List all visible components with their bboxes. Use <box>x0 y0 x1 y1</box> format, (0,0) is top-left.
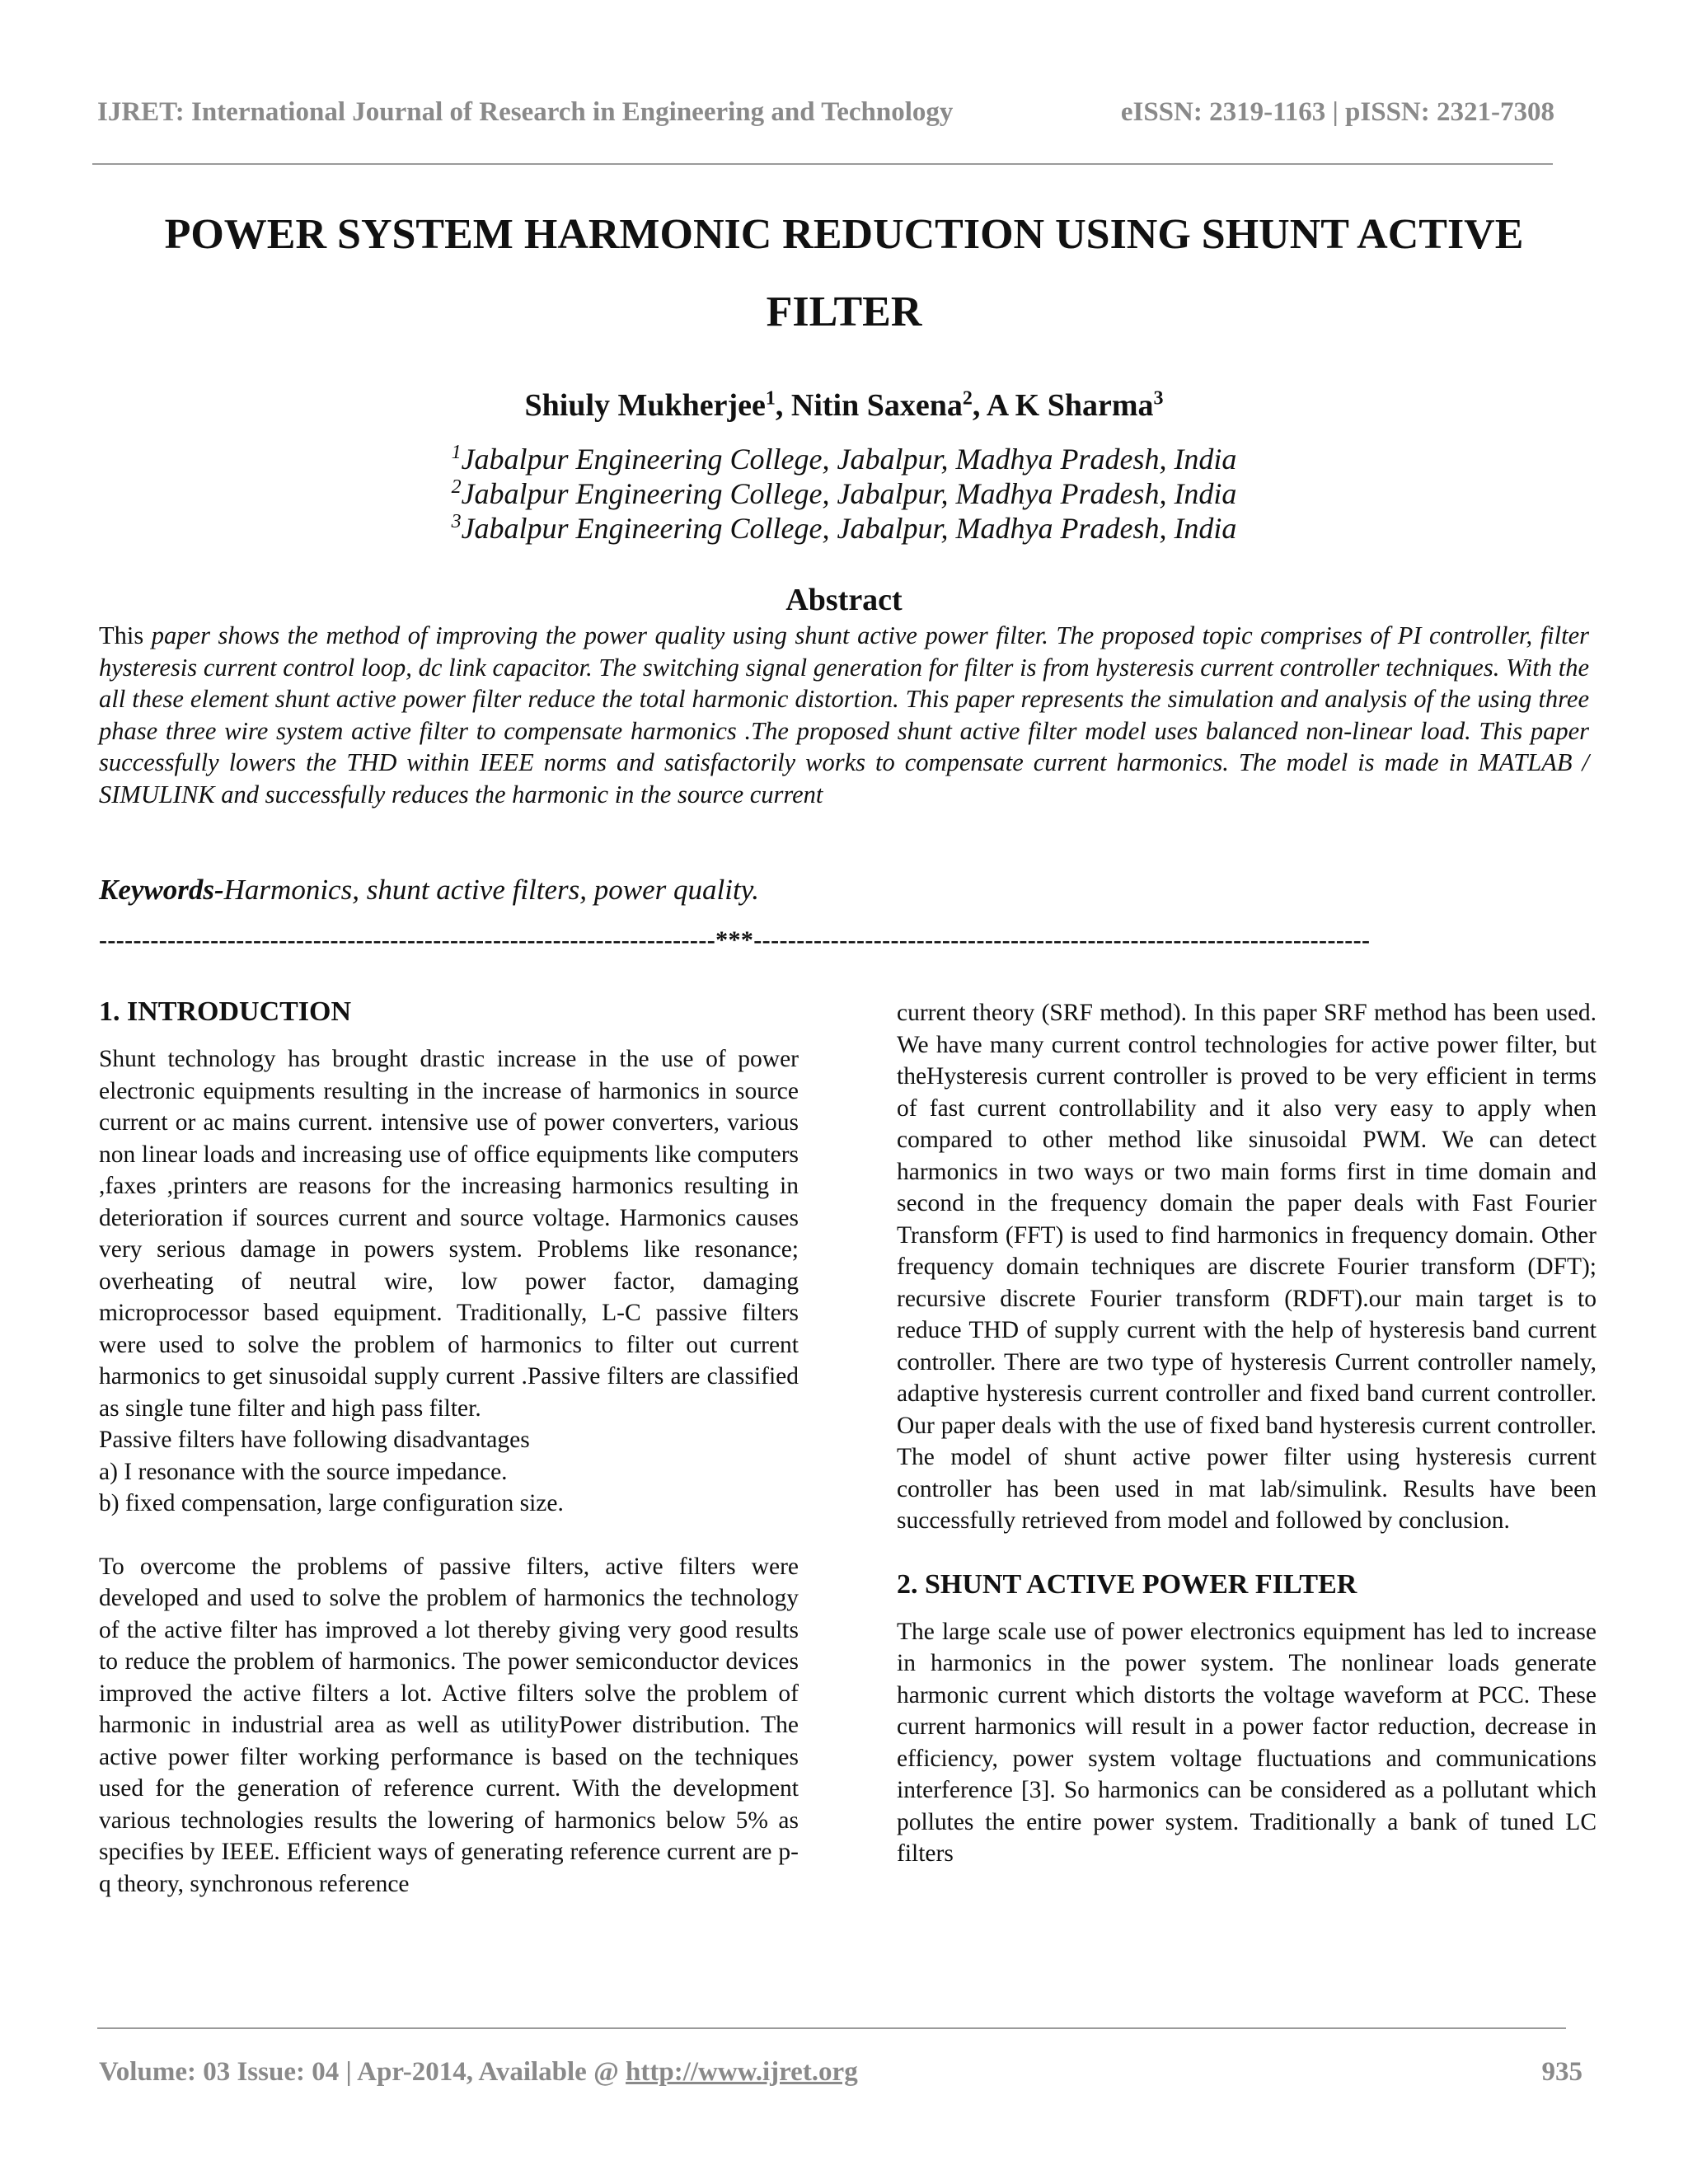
list-intro: Passive filters have following disadvantages <box>99 1427 530 1453</box>
paragraph: To overcome the problems of passive filters, active filters were developed and used to solve the problem of harmonics the technology of the active filter has improved a lot thereby giving very good results to reduce the problem of harmonics. The power semiconductor devices improved the active filters a lot. Active filters solve the problem of harmonic in industrial area as well as utilityPower distribution. The active power filter working performance is based on the techniques used for the generation of reference current. With the development various technologies results the lowering of harmonics below 5% as specifies by IEEE. Efficient ways of generating reference current are p-q theory, synchronous reference <box>99 1553 799 1897</box>
abstract-first-word: This <box>99 621 144 649</box>
author-sup: 3 <box>1153 387 1164 410</box>
affiliation-sup: 2 <box>451 476 462 498</box>
paper-title: POWER SYSTEM HARMONIC REDUCTION USING SHUNT ACTIVE FILTER <box>164 211 1524 335</box>
author-sup: 1 <box>765 387 776 410</box>
affiliation <box>0 476 1688 511</box>
section-heading: 1. INTRODUCTION <box>99 996 352 1027</box>
page-number: 935 <box>1541 2057 1582 2087</box>
keywords-label: Keywords- <box>99 874 224 906</box>
footer-rule <box>97 2027 1566 2029</box>
list-item: b) fixed compensation, large configuration size. <box>99 1490 564 1516</box>
affiliation-text: Jabalpur Engineering College, Jabalpur, Madhya Pradesh, India <box>461 443 1237 476</box>
abstract-text: paper shows the method of improving the power quality using shunt active power filter. The proposed topic comprises of PI controller, filter hysteresis current control loop, dc link capacitor. The switching signal generation for filter is from hysteresis current controller techniques. With the all these element shunt active power filter reduce the total harmonic distortion. This paper represents the simulation and analysis of the using three phase three wire system active filter to compensate harmonics .The proposed shunt active filter model uses balanced non-linear load. This paper successfully lowers the THD within IEEE norms and satisfactorily works to compensate current harmonics. The model is made in MATLAB / SIMULINK and successfully reduces the harmonic in the source current <box>99 621 1589 808</box>
author-name: Shiuly Mukherjee <box>524 388 766 423</box>
paragraph: current theory (SRF method). In this paper SRF method has been used. We have many current control technologies for active power filter, but theHysteresis current controller is proved to be very efficient in terms of fast current controllability and it also very easy to apply when compared to other method like sinusoidal PWM. We can detect harmonics in two ways or two main forms first in time domain and second in the frequency domain the paper deals with Fast Fourier Transform (FFT) is used to find harmonics in frequency domain. Other frequency domain techniques are discrete Fourier transform (DFT); recursive discrete Fourier transform (RDFT).our main target is to reduce THD of supply current with the help of hysteresis band current controller. There are two type of hysteresis Current controller namely, adaptive hysteresis current controller and fixed band current controller. Our paper deals with the use of fixed band hysteresis current controller. The model of shunt active power filter using hysteresis current controller has been used in mat lab/simulink. Results have been successfully retrieved from model and followed by conclusion. <box>897 1000 1597 1534</box>
affiliation <box>0 511 1688 546</box>
abstract-body <box>99 620 1589 810</box>
affiliation-sup: 3 <box>451 511 462 532</box>
section-divider: ------------------------------------------------------------------------***------------------------------------------------------------------------ <box>99 926 1371 954</box>
author-sep: , <box>775 388 791 423</box>
right-column <box>897 997 1597 1870</box>
author-name: Nitin Saxena <box>790 388 963 423</box>
author-sep: , <box>972 388 987 423</box>
keywords-text: Harmonics, shunt active filters, power quality. <box>223 874 760 906</box>
journal-link[interactable]: http://www.ijret.org <box>626 2057 858 2087</box>
journal-name: IJRET: International Journal of Research in Engineering and Technology <box>97 97 954 127</box>
keywords <box>99 874 1589 907</box>
abstract-heading: Abstract <box>785 583 903 617</box>
affiliation-text: Jabalpur Engineering College, Jabalpur, Madhya Pradesh, India <box>461 512 1237 545</box>
affiliation-sup: 1 <box>451 442 462 463</box>
affiliation-text: Jabalpur Engineering College, Jabalpur, Madhya Pradesh, India <box>461 477 1237 510</box>
left-column <box>99 996 799 1900</box>
issn-info: eISSN: 2319-1163 | pISSN: 2321-7308 <box>1120 97 1554 127</box>
paragraph: The large scale use of power electronics equipment has led to increase in harmonics in the power system. The nonlinear loads generate harmonic current which distorts the voltage waveform at PCC. These current harmonics will result in a power factor reduction, decrease in efficiency, power system voltage fluctuations and communications interference [3]. So harmonics can be considered as a pollutant which pollutes the entire power system. Traditionally a bank of tuned LC filters <box>897 1618 1597 1867</box>
section-heading: 2. SHUNT ACTIVE POWER FILTER <box>897 1568 1357 1600</box>
author-name: A K Sharma <box>986 388 1154 423</box>
author-sup: 2 <box>962 387 973 410</box>
running-footer <box>99 2057 1582 2088</box>
affiliation <box>0 442 1688 476</box>
header-rule <box>92 163 1553 165</box>
list-item: a) I resonance with the source impedance. <box>99 1458 508 1485</box>
author-list <box>0 387 1688 424</box>
volume-info: Volume: 03 Issue: 04 | Apr-2014, Available @ <box>99 2057 626 2087</box>
paragraph: Shunt technology has brought drastic increase in the use of power electronic equipments resulting in the increase of harmonics in source current or ac mains current. intensive use of power converters, various non linear loads and increasing use of office equipments like computers ,faxes ,printers are reasons for the increasing harmonics resulting in deterioration if sources current and source voltage. Harmonics causes very serious damage in powers system. Problems like resonance; overheating of neutral wire, low power factor, damaging microprocessor based equipment. Traditionally, L-C passive filters were used to solve the problem of harmonics to filter out current harmonics to get sinusoidal supply current .Passive filters are classified as single tune filter and high pass filter. <box>99 1046 799 1422</box>
affiliation-list <box>0 442 1688 546</box>
